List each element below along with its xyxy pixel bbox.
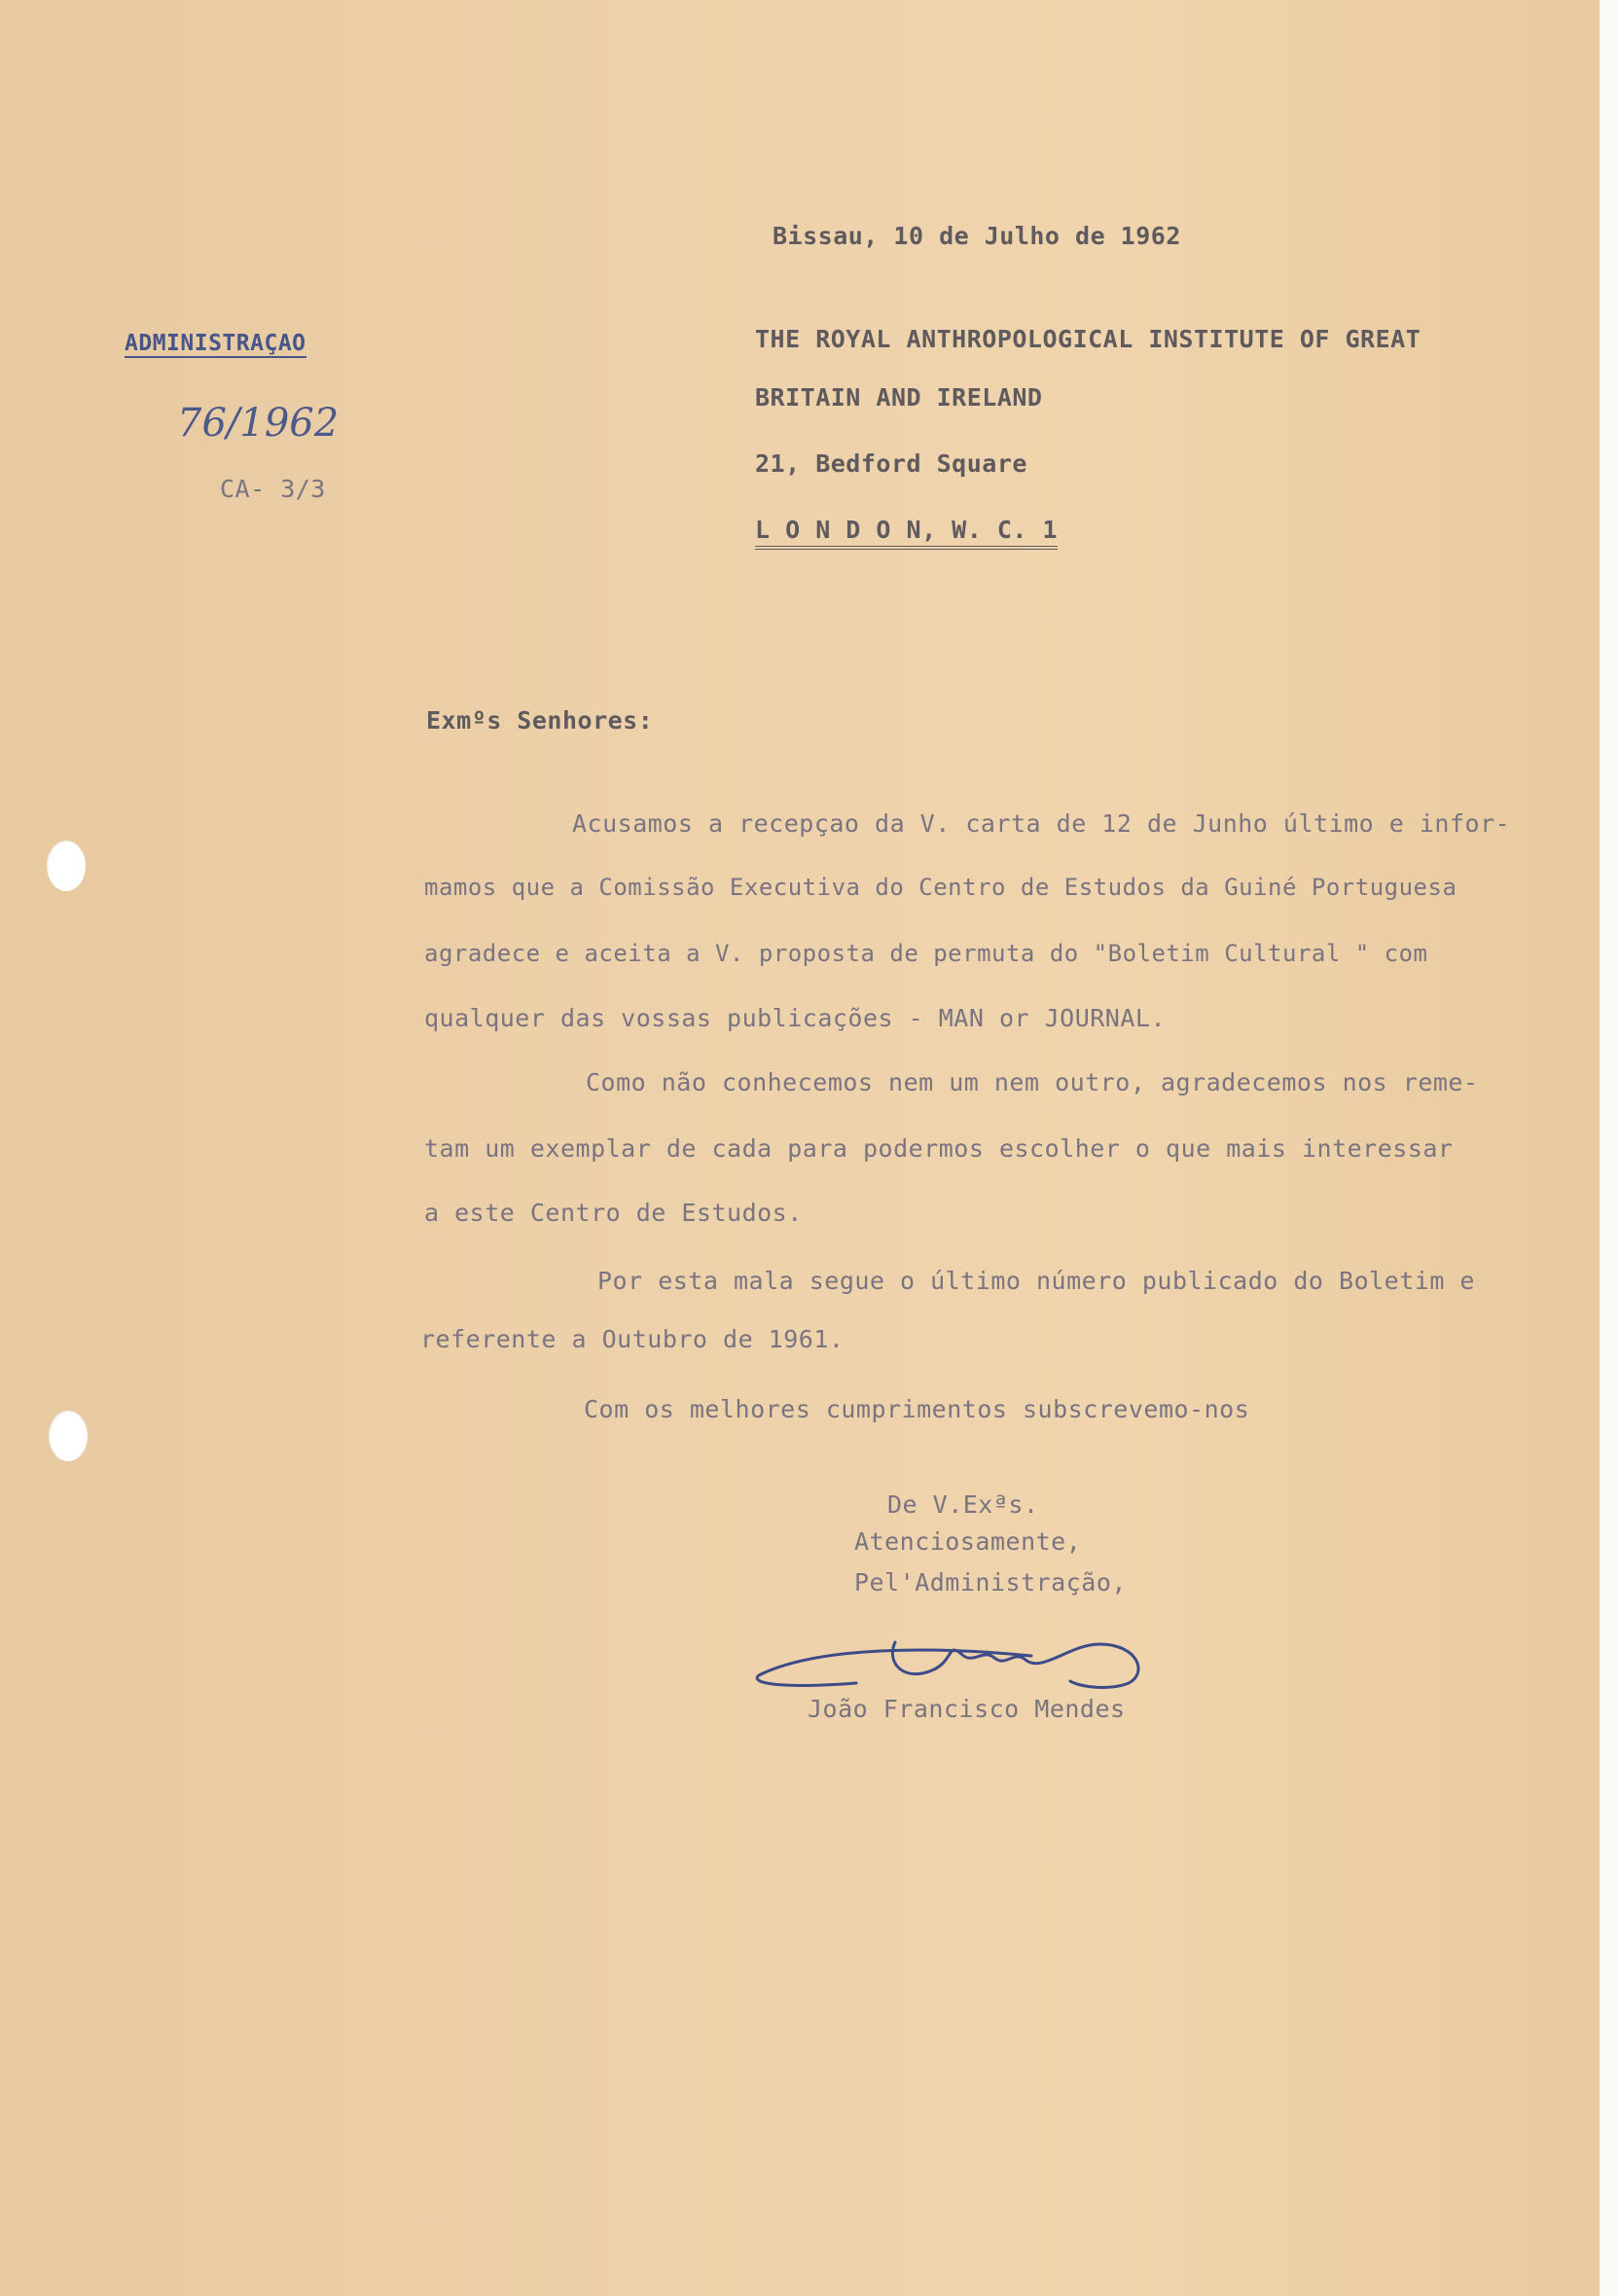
body-line-7: a este Centro de Estudos.: [424, 1199, 803, 1227]
body-line-9: referente a Outubro de 1961.: [420, 1325, 845, 1353]
body-line-10: Com os melhores cumprimentos subscrevemo-nos: [584, 1395, 1250, 1423]
closing-line-1: De V.Exªs.: [887, 1490, 1039, 1519]
body-line-6: tam um exemplar de cada para podermos escolher o que mais interessar: [424, 1134, 1454, 1163]
salutation: Exmºs Senhores:: [426, 706, 654, 735]
recipient-line-2: BRITAIN AND IRELAND: [755, 383, 1043, 412]
handwritten-signature: [739, 1586, 1187, 1703]
recipient-line-3: 21, Bedford Square: [755, 449, 1027, 478]
closing-line-2: Atenciosamente,: [854, 1527, 1082, 1556]
body-line-2: mamos que a Comissão Executiva do Centro de Estudos da Guiné Portuguesa: [424, 874, 1457, 901]
punch-hole-top: [47, 841, 86, 891]
body-line-4: qualquer das vossas publicações - MAN or JOURNAL.: [424, 1004, 1167, 1032]
margin-department-stamp: ADMINISTRAÇAO: [125, 331, 306, 356]
scan-border: [1600, 0, 1619, 2296]
recipient-line-4: L O N D O N, W. C. 1: [755, 516, 1058, 550]
body-line-8: Por esta mala segue o último número publicado do Boletim e: [597, 1267, 1475, 1295]
body-line-3: agradece e aceita a V. proposta de permuta do "Boletim Cultural " com: [424, 940, 1428, 967]
body-line-5: Como não conhecemos nem um nem outro, agradecemos nos reme-: [586, 1068, 1479, 1096]
punch-hole-bottom: [49, 1411, 88, 1461]
date-line: Bissau, 10 de Julho de 1962: [773, 222, 1181, 250]
closing-line-3: Pel'Administração,: [854, 1568, 1127, 1596]
recipient-line-1: THE ROYAL ANTHROPOLOGICAL INSTITUTE OF GREAT: [755, 325, 1421, 353]
margin-code: CA- 3/3: [220, 475, 326, 503]
body-line-1: Acusamos a recepçao da V. carta de 12 de Junho último e infor-: [572, 809, 1511, 838]
signatory-name: João Francisco Mendes: [808, 1695, 1126, 1723]
margin-reference-number: 76/1962: [177, 401, 340, 446]
